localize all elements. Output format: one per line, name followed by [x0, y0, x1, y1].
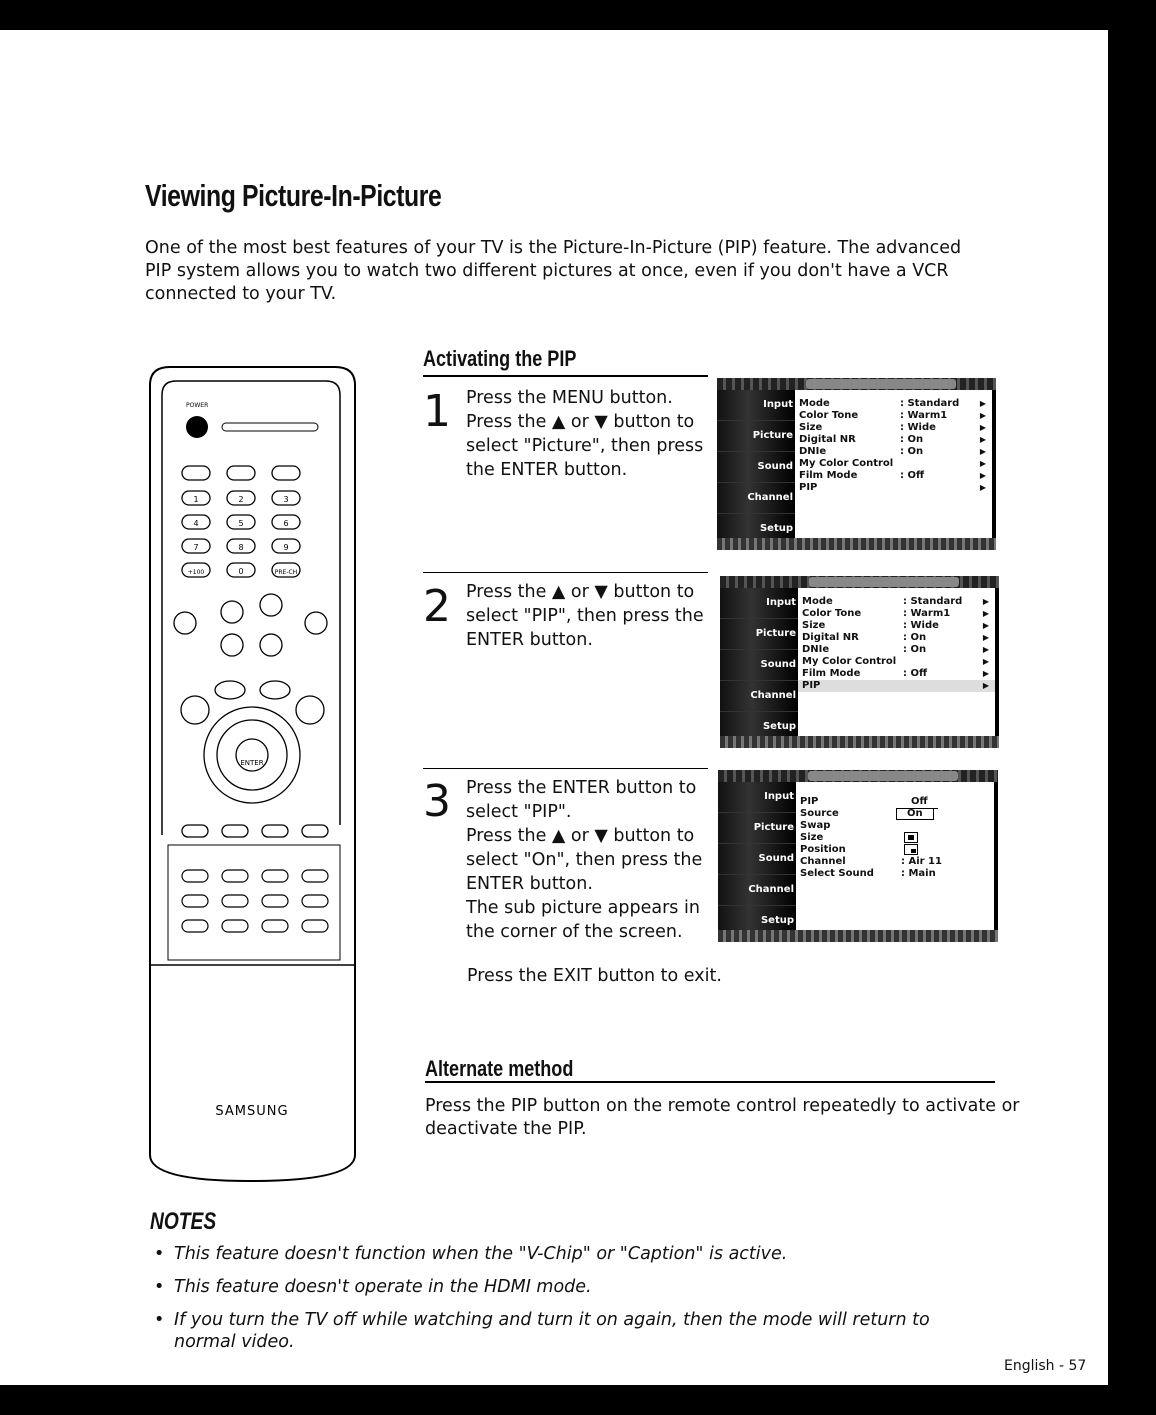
osd-sidebar-channel: Channel	[717, 483, 795, 514]
alternate-text: Press the PIP button on the remote control repeatedly to activate or deactivate the PIP.	[425, 1096, 1020, 1139]
exit-instruction: Press the EXIT button to exit.	[467, 966, 722, 986]
osd-sidebar-input: Input	[718, 782, 796, 813]
osd-row: Source On	[796, 808, 994, 820]
osd-sidebar-channel: Channel	[720, 681, 798, 712]
osd-sidebar-sound: Sound	[720, 650, 798, 681]
osd-menu-panel	[795, 390, 992, 538]
osd-row: DNIe : On ▶	[802, 644, 989, 655]
step-1-text: Press the MENU button. Press the ▲ or ▼ button to select "Picture", then press the ENTER button.	[466, 388, 704, 480]
osd-sidebar-picture: Picture	[718, 813, 796, 844]
step-1-number: 1	[423, 386, 451, 437]
osd-sidebar-input: Input	[720, 588, 798, 619]
osd-row: My Color Control ▶	[802, 656, 989, 667]
osd-screen-picture-menu-1	[717, 378, 996, 550]
top-black-bar	[0, 0, 1156, 30]
osd-row: Select Sound : Main	[800, 868, 936, 879]
page-number: English - 57	[1004, 1358, 1087, 1374]
right-black-bar	[1108, 30, 1156, 1385]
osd-row: Digital NR : On ▶	[802, 632, 989, 643]
osd-row: Film Mode : Off ▶	[799, 470, 986, 481]
osd-sidebar-sound: Sound	[718, 844, 796, 875]
digit-8: 8	[238, 543, 244, 552]
step-3-rule	[423, 768, 708, 769]
osd-sidebar-setup: Setup	[718, 906, 796, 937]
digit-plus100: +100	[187, 569, 205, 576]
osd-footer-bar	[718, 930, 998, 942]
osd-sidebar-setup: Setup	[720, 712, 798, 743]
alternate-heading-rule	[425, 1081, 995, 1083]
osd-sidebar	[720, 588, 798, 736]
activating-heading-rule	[423, 375, 708, 377]
osd-row: Color Tone : Warm1 ▶	[799, 410, 986, 421]
osd-sidebar-setup: Setup	[717, 514, 795, 545]
osd-row: Size	[796, 832, 994, 844]
digit-3: 3	[283, 495, 289, 504]
osd-row: Mode : Standard ▶	[799, 398, 986, 409]
osd-row: My Color Control ▶	[799, 458, 986, 469]
osd-row: Color Tone : Warm1 ▶	[802, 608, 989, 619]
digit-9: 9	[283, 543, 289, 552]
osd-header-bar	[718, 770, 998, 782]
remote-control-illustration	[140, 365, 365, 1185]
osd-footer-bar	[720, 736, 999, 748]
intro-paragraph: One of the most best features of your TV is the Picture-In-Picture (PIP) feature. The advanced PIP system allows you to watch two different pictures at once, even if you don't have a VCR connected to your TV.	[145, 238, 962, 304]
osd-sidebar	[718, 782, 796, 930]
step-2-rule	[423, 572, 708, 573]
osd-row: Size : Wide ▶	[802, 620, 989, 631]
osd-row: PIP ▶	[798, 680, 995, 692]
osd-row: Size : Wide ▶	[799, 422, 986, 433]
digit-7: 7	[193, 543, 199, 552]
digit-1: 1	[193, 495, 199, 504]
alternate-heading: Alternate method	[425, 1056, 574, 1081]
digit-5: 5	[238, 519, 244, 528]
bottom-black-bar	[0, 1385, 1156, 1415]
osd-row: Position	[796, 844, 994, 856]
osd-row: Film Mode : Off ▶	[802, 668, 989, 679]
osd-footer-bar	[717, 538, 996, 550]
power-label: POWER	[186, 402, 209, 409]
osd-header-bar	[717, 378, 996, 390]
osd-sidebar	[717, 390, 795, 538]
digit-prech: PRE-CH	[274, 569, 298, 576]
osd-row: Swap	[800, 820, 831, 831]
osd-screen-picture-menu-2	[720, 576, 999, 748]
enter-label: ENTER	[240, 759, 264, 767]
step-3-number: 3	[423, 776, 451, 827]
osd-sidebar-input: Input	[717, 390, 795, 421]
digit-4: 4	[193, 519, 199, 528]
note-item: • This feature doesn't function when the "V-Chip" or "Caption" is active.	[154, 1244, 788, 1264]
osd-screen-pip-menu	[718, 770, 998, 942]
page-title: Viewing Picture-In-Picture	[145, 178, 442, 213]
osd-sidebar-sound: Sound	[717, 452, 795, 483]
digit-0: 0	[238, 567, 244, 576]
notes-list	[152, 1243, 992, 1364]
digit-6: 6	[283, 519, 289, 528]
osd-row: PIP Off	[796, 796, 994, 808]
activating-heading: Activating the PIP	[423, 346, 577, 371]
osd-row: DNIe : On ▶	[799, 446, 986, 457]
step-2-number: 2	[423, 581, 451, 632]
osd-header-bar	[720, 576, 999, 588]
osd-row: Digital NR : On ▶	[799, 434, 986, 445]
osd-row: Mode : Standard ▶	[802, 596, 989, 607]
digit-2: 2	[238, 495, 244, 504]
step-3-text: Press the ENTER button to select "PIP". Press the ▲ or ▼ button to select "On", then press the ENTER button. The sub picture appears in the corner of the screen.	[466, 778, 703, 942]
note-item: • This feature doesn't operate in the HDMI mode.	[154, 1277, 592, 1297]
notes-heading: NOTES	[150, 1208, 217, 1235]
note-item: • If you turn the TV off while watching and turn it on again, then the mode will return to normal video.	[154, 1310, 930, 1352]
power-button-icon	[186, 416, 208, 438]
osd-row: PIP ▶	[799, 482, 986, 493]
osd-row: Channel : Air 11	[800, 856, 942, 867]
osd-pip-panel	[796, 782, 994, 930]
osd-sidebar-channel: Channel	[718, 875, 796, 906]
osd-sidebar-picture: Picture	[717, 421, 795, 452]
step-2-text: Press the ▲ or ▼ button to select "PIP", then press the ENTER button.	[466, 582, 704, 650]
remote-brand-label: SAMSUNG	[215, 1104, 289, 1119]
osd-sidebar-picture: Picture	[720, 619, 798, 650]
osd-menu-panel	[798, 588, 995, 736]
